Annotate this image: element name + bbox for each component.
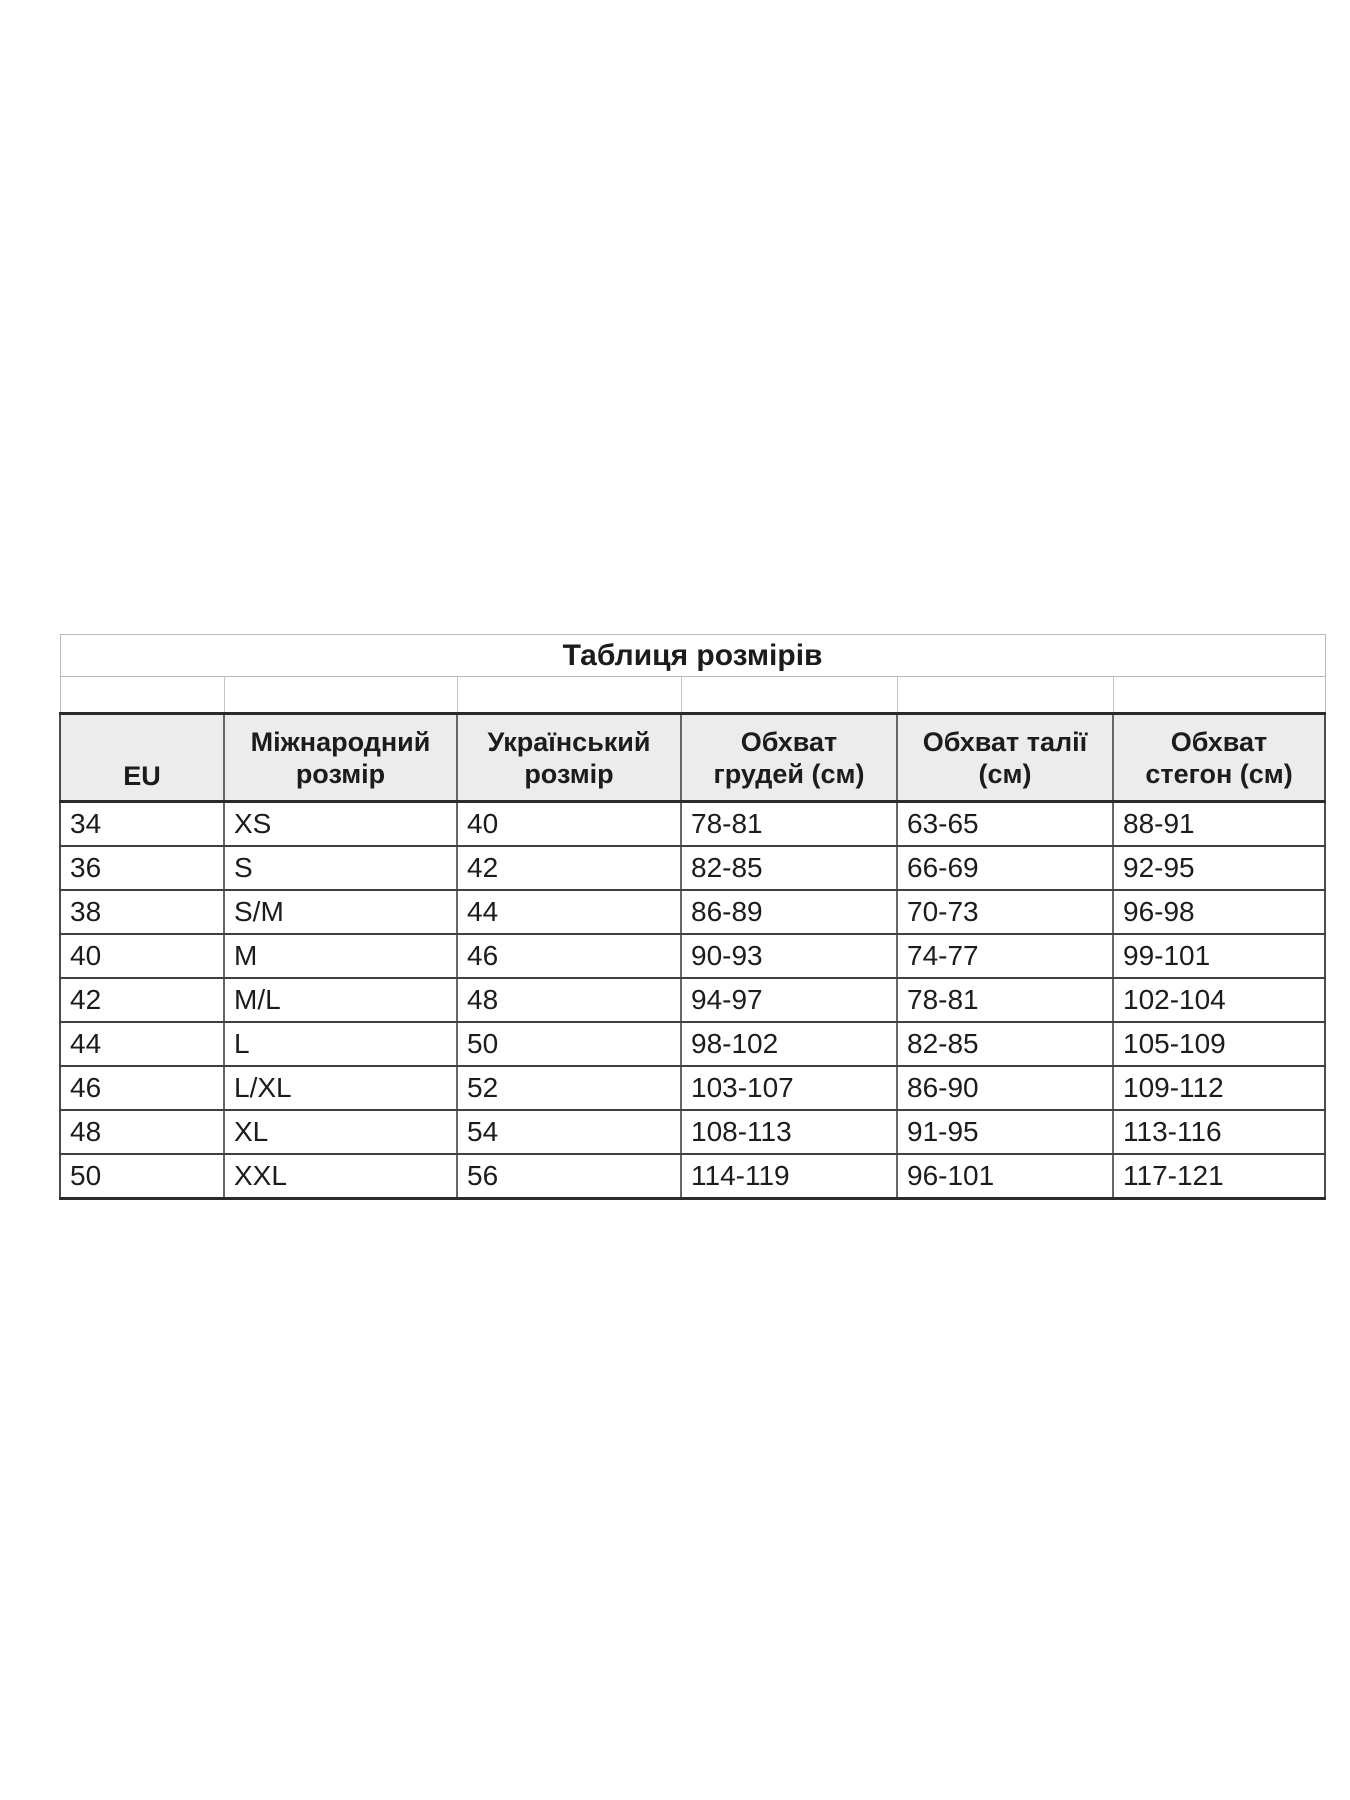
table-row bbox=[60, 934, 1325, 978]
spacer-cell bbox=[897, 677, 1113, 714]
spacer-cell bbox=[1113, 677, 1325, 714]
table-cell: 90-93 bbox=[681, 934, 897, 978]
column-header-line: EU bbox=[123, 761, 161, 791]
table-cell: 114-119 bbox=[681, 1154, 897, 1199]
table-cell: 86-90 bbox=[897, 1066, 1113, 1110]
column-header-line: (см) bbox=[978, 758, 1032, 789]
table-cell: M/L bbox=[224, 978, 457, 1022]
table-cell: 50 bbox=[457, 1022, 681, 1066]
table-cell: 54 bbox=[457, 1110, 681, 1154]
size-table bbox=[59, 634, 1326, 1200]
table-cell: 48 bbox=[60, 1110, 224, 1154]
column-header-line: розмір bbox=[524, 758, 614, 789]
column-header-line: розмір bbox=[295, 758, 386, 789]
table-cell: 105-109 bbox=[1113, 1022, 1325, 1066]
spacer-cell bbox=[457, 677, 681, 714]
table-cell: 88-91 bbox=[1113, 802, 1325, 847]
spacer-cell bbox=[60, 677, 224, 714]
table-cell: 86-89 bbox=[681, 890, 897, 934]
table-cell: M bbox=[224, 934, 457, 978]
table-cell: 109-112 bbox=[1113, 1066, 1325, 1110]
table-row bbox=[60, 846, 1325, 890]
table-cell: 103-107 bbox=[681, 1066, 897, 1110]
table-row bbox=[60, 1110, 1325, 1154]
table-cell: 70-73 bbox=[897, 890, 1113, 934]
spacer-row bbox=[60, 677, 1325, 714]
table-cell: 82-85 bbox=[897, 1022, 1113, 1066]
title-row bbox=[60, 635, 1325, 677]
column-header bbox=[681, 714, 897, 802]
table-cell: 52 bbox=[457, 1066, 681, 1110]
spacer-cell bbox=[681, 677, 897, 714]
table-cell: 96-98 bbox=[1113, 890, 1325, 934]
table-cell: 74-77 bbox=[897, 934, 1113, 978]
table-cell: XL bbox=[224, 1110, 457, 1154]
size-table-sheet bbox=[59, 634, 1326, 1200]
spacer-cell bbox=[224, 677, 457, 714]
column-header-line: Український bbox=[487, 726, 651, 757]
table-cell: 98-102 bbox=[681, 1022, 897, 1066]
table-cell: 113-116 bbox=[1113, 1110, 1325, 1154]
column-header-line: Міжнародний bbox=[250, 726, 431, 757]
table-row bbox=[60, 1022, 1325, 1066]
table-cell: 117-121 bbox=[1113, 1154, 1325, 1199]
table-cell: 96-101 bbox=[897, 1154, 1113, 1199]
table-cell: 66-69 bbox=[897, 846, 1113, 890]
column-header bbox=[60, 714, 224, 802]
table-cell: 46 bbox=[60, 1066, 224, 1110]
table-row bbox=[60, 1066, 1325, 1110]
table-cell: 78-81 bbox=[897, 978, 1113, 1022]
table-cell: 38 bbox=[60, 890, 224, 934]
table-cell: 94-97 bbox=[681, 978, 897, 1022]
table-row bbox=[60, 802, 1325, 847]
table-cell: 44 bbox=[457, 890, 681, 934]
table-cell: 40 bbox=[457, 802, 681, 847]
column-header bbox=[224, 714, 457, 802]
column-header-line: Обхват bbox=[1170, 726, 1268, 757]
table-cell: 99-101 bbox=[1113, 934, 1325, 978]
table-cell: 82-85 bbox=[681, 846, 897, 890]
table-cell: 50 bbox=[60, 1154, 224, 1199]
column-header bbox=[897, 714, 1113, 802]
table-cell: XXL bbox=[224, 1154, 457, 1199]
table-cell: 34 bbox=[60, 802, 224, 847]
table-cell: 92-95 bbox=[1113, 846, 1325, 890]
table-cell: L bbox=[224, 1022, 457, 1066]
column-header-line: грудей (см) bbox=[713, 758, 865, 789]
table-title: Таблиця розмірів bbox=[60, 635, 1325, 677]
table-row bbox=[60, 978, 1325, 1022]
table-row bbox=[60, 890, 1325, 934]
column-header-line: стегон (см) bbox=[1145, 758, 1293, 789]
table-cell: 91-95 bbox=[897, 1110, 1113, 1154]
column-header-line: Обхват талії bbox=[922, 726, 1088, 757]
table-cell: 78-81 bbox=[681, 802, 897, 847]
table-cell: 63-65 bbox=[897, 802, 1113, 847]
table-cell: S/M bbox=[224, 890, 457, 934]
column-header-line: Обхват bbox=[740, 726, 838, 757]
table-row bbox=[60, 1154, 1325, 1199]
table-cell: 48 bbox=[457, 978, 681, 1022]
table-cell: 56 bbox=[457, 1154, 681, 1199]
table-cell: 108-113 bbox=[681, 1110, 897, 1154]
table-cell: S bbox=[224, 846, 457, 890]
table-cell: 44 bbox=[60, 1022, 224, 1066]
table-cell: 42 bbox=[457, 846, 681, 890]
column-header bbox=[1113, 714, 1325, 802]
table-cell: XS bbox=[224, 802, 457, 847]
table-cell: 36 bbox=[60, 846, 224, 890]
table-cell: 102-104 bbox=[1113, 978, 1325, 1022]
column-header bbox=[457, 714, 681, 802]
header-row bbox=[60, 714, 1325, 802]
table-cell: 40 bbox=[60, 934, 224, 978]
table-cell: 42 bbox=[60, 978, 224, 1022]
table-cell: 46 bbox=[457, 934, 681, 978]
table-cell: L/XL bbox=[224, 1066, 457, 1110]
